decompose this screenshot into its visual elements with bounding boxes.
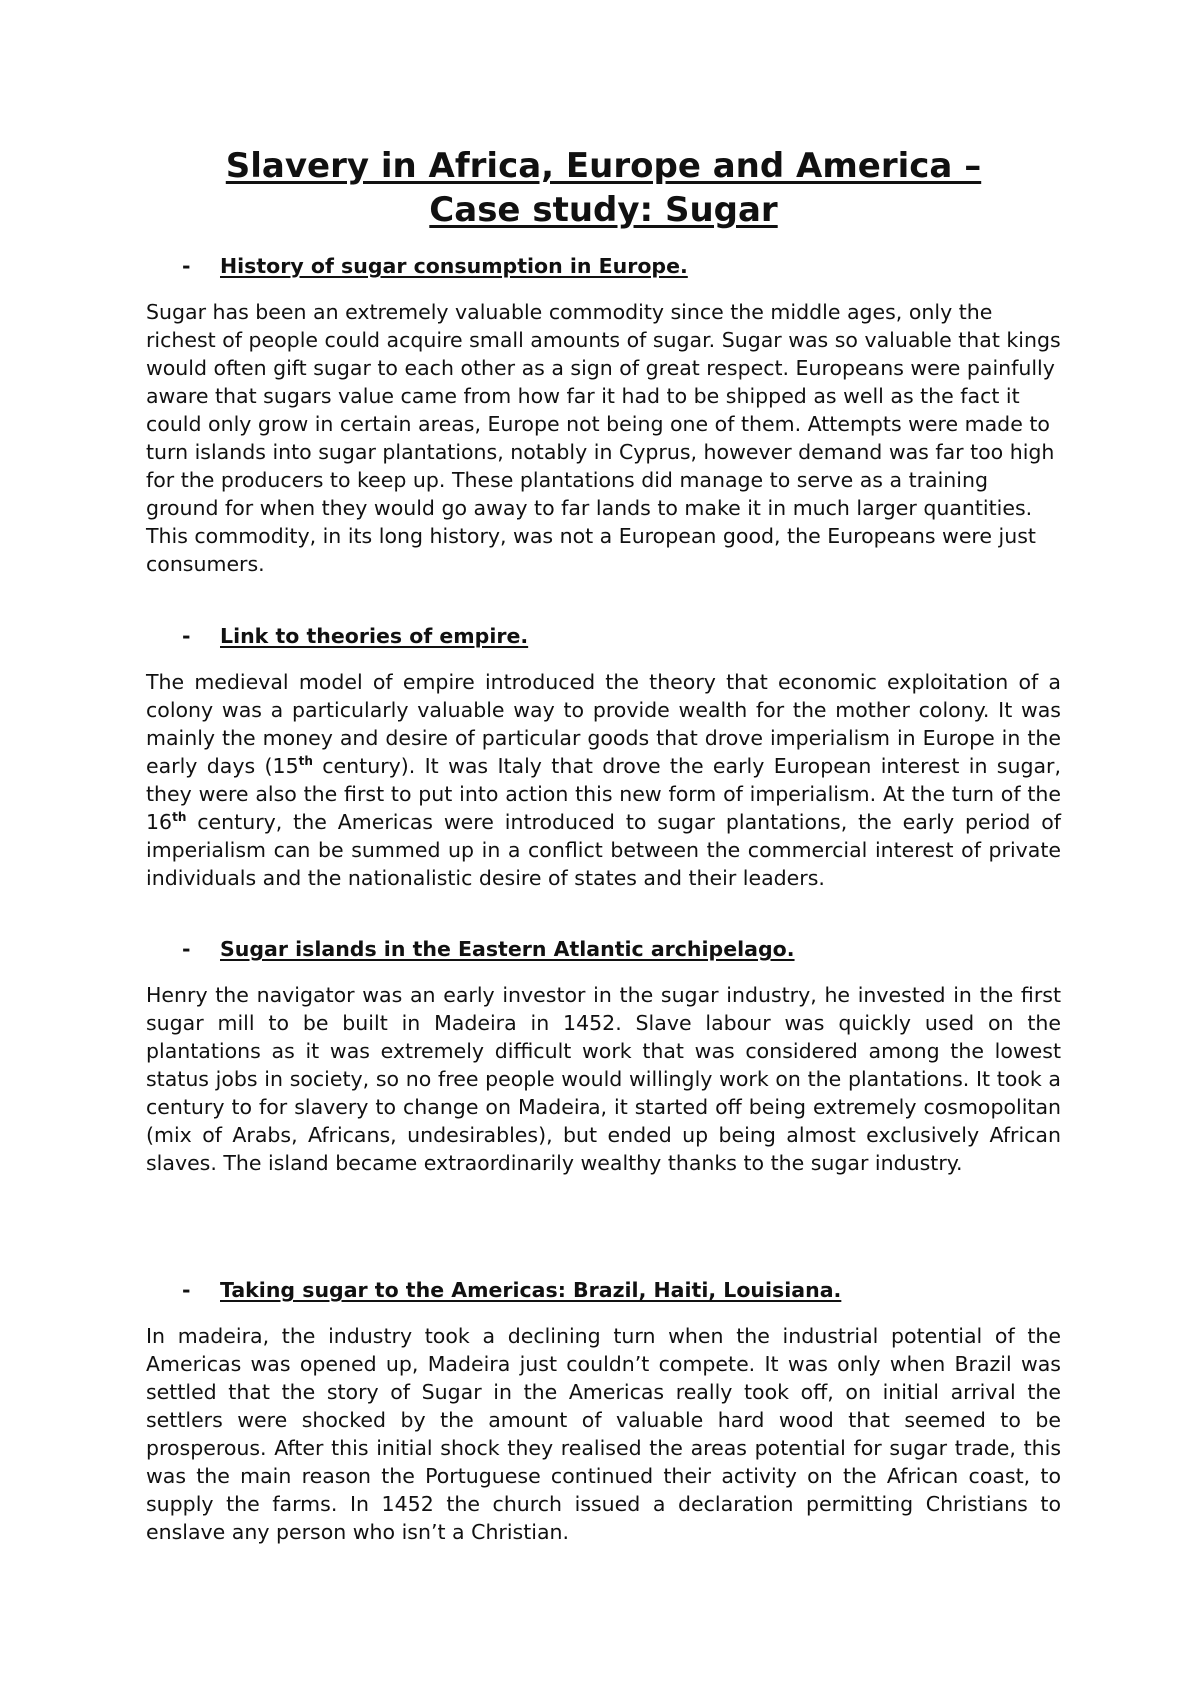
bullet-dash: - bbox=[182, 937, 191, 961]
section-body-sugar-islands: Henry the navigator was an early investor in the sugar industry, he invested in the first sugar mill to be built in Madeira in 1452. Slave labour was quickly used on the plantations as it was extremely difficult work that was considered among the lowest status jobs in society, so no free people would willingly work on the plantations. It took a century to for slavery to change on Madeira, it started off being extremely cosmopolitan (mix of Arabs, Africans, undesirables), but ended up being almost exclusively African slaves. The island became extraordinarily wealthy thanks to the sugar industry. bbox=[146, 983, 1061, 1175]
bullet-dash: - bbox=[182, 624, 191, 648]
section-heading-text: Taking sugar to the Americas: Brazil, Haiti, Louisiana. bbox=[220, 1278, 842, 1302]
body-text: century). It was Italy that drove the early European interest in sugar, they were also the first to put into action this new form of imperialism. At the turn of the 16 bbox=[146, 754, 1061, 834]
section-heading-sugar-islands bbox=[182, 935, 795, 963]
section-body-theories-of-empire bbox=[146, 668, 1061, 892]
bullet-dash: - bbox=[182, 1278, 191, 1302]
superscript: th bbox=[172, 810, 187, 825]
section-heading-sugar-consumption bbox=[182, 252, 688, 280]
section-body-americas: In madeira, the industry took a declining turn when the industrial potential of the Americas was opened up, Madeira just couldn’t compete. It was only when Brazil was settled that the story of Sugar in the Americas really took off, on initial arrival the settlers were shocked by the amount of valuable hard wood that seemed to be prosperous. After this initial shock they realised the areas potential for sugar trade, this was the main reason the Portuguese continued their activity on the African coast, to supply the farms. In 1452 the church issued a declaration permitting Christians to enslave any person who isn’t a Christian. bbox=[146, 1324, 1061, 1544]
document-title-line-2: Case study: Sugar bbox=[429, 190, 778, 230]
bullet-dash: - bbox=[182, 254, 191, 278]
section-heading-text: History of sugar consumption in Europe. bbox=[220, 254, 688, 278]
section-heading-americas bbox=[182, 1276, 841, 1304]
section-heading-text: Sugar islands in the Eastern Atlantic archipelago. bbox=[220, 937, 795, 961]
section-body-sugar-consumption: Sugar has been an extremely valuable commodity since the middle ages, only the richest of people could acquire small amounts of sugar. Sugar was so valuable that kings would often gift sugar to each other as a sign of great respect. Europeans were painfully aware that sugars value came from how far it had to be shipped as well as the fact it could only grow in certain areas, Europe not being one of them. Attempts were made to turn islands into sugar plantations, notably in Cyprus, however demand was far too high for the producers to keep up. These plantations did manage to serve as a training ground for when they would go away to far lands to make it in much larger quantities. This commodity, in its long history, was not a European good, the Europeans were just consumers. bbox=[146, 300, 1061, 576]
superscript: th bbox=[298, 754, 313, 769]
body-text: century, the Americas were introduced to sugar plantations, the early period of imperialism can be summed up in a conflict between the commercial interest of private individuals and the nationalistic desire of states and their leaders. bbox=[146, 810, 1061, 890]
section-heading-theories-of-empire bbox=[182, 622, 528, 650]
section-heading-text: Link to theories of empire. bbox=[220, 624, 529, 648]
document-title-line-1: Slavery in Africa, Europe and America – bbox=[225, 146, 982, 186]
body-text: The medieval model of empire introduced the theory that economic exploitation of a colony was a particularly valuable way to provide wealth for the mother colony. It was mainly the money and desire of particular goods that drove imperialism in Europe in the early days (15 bbox=[146, 670, 1061, 778]
